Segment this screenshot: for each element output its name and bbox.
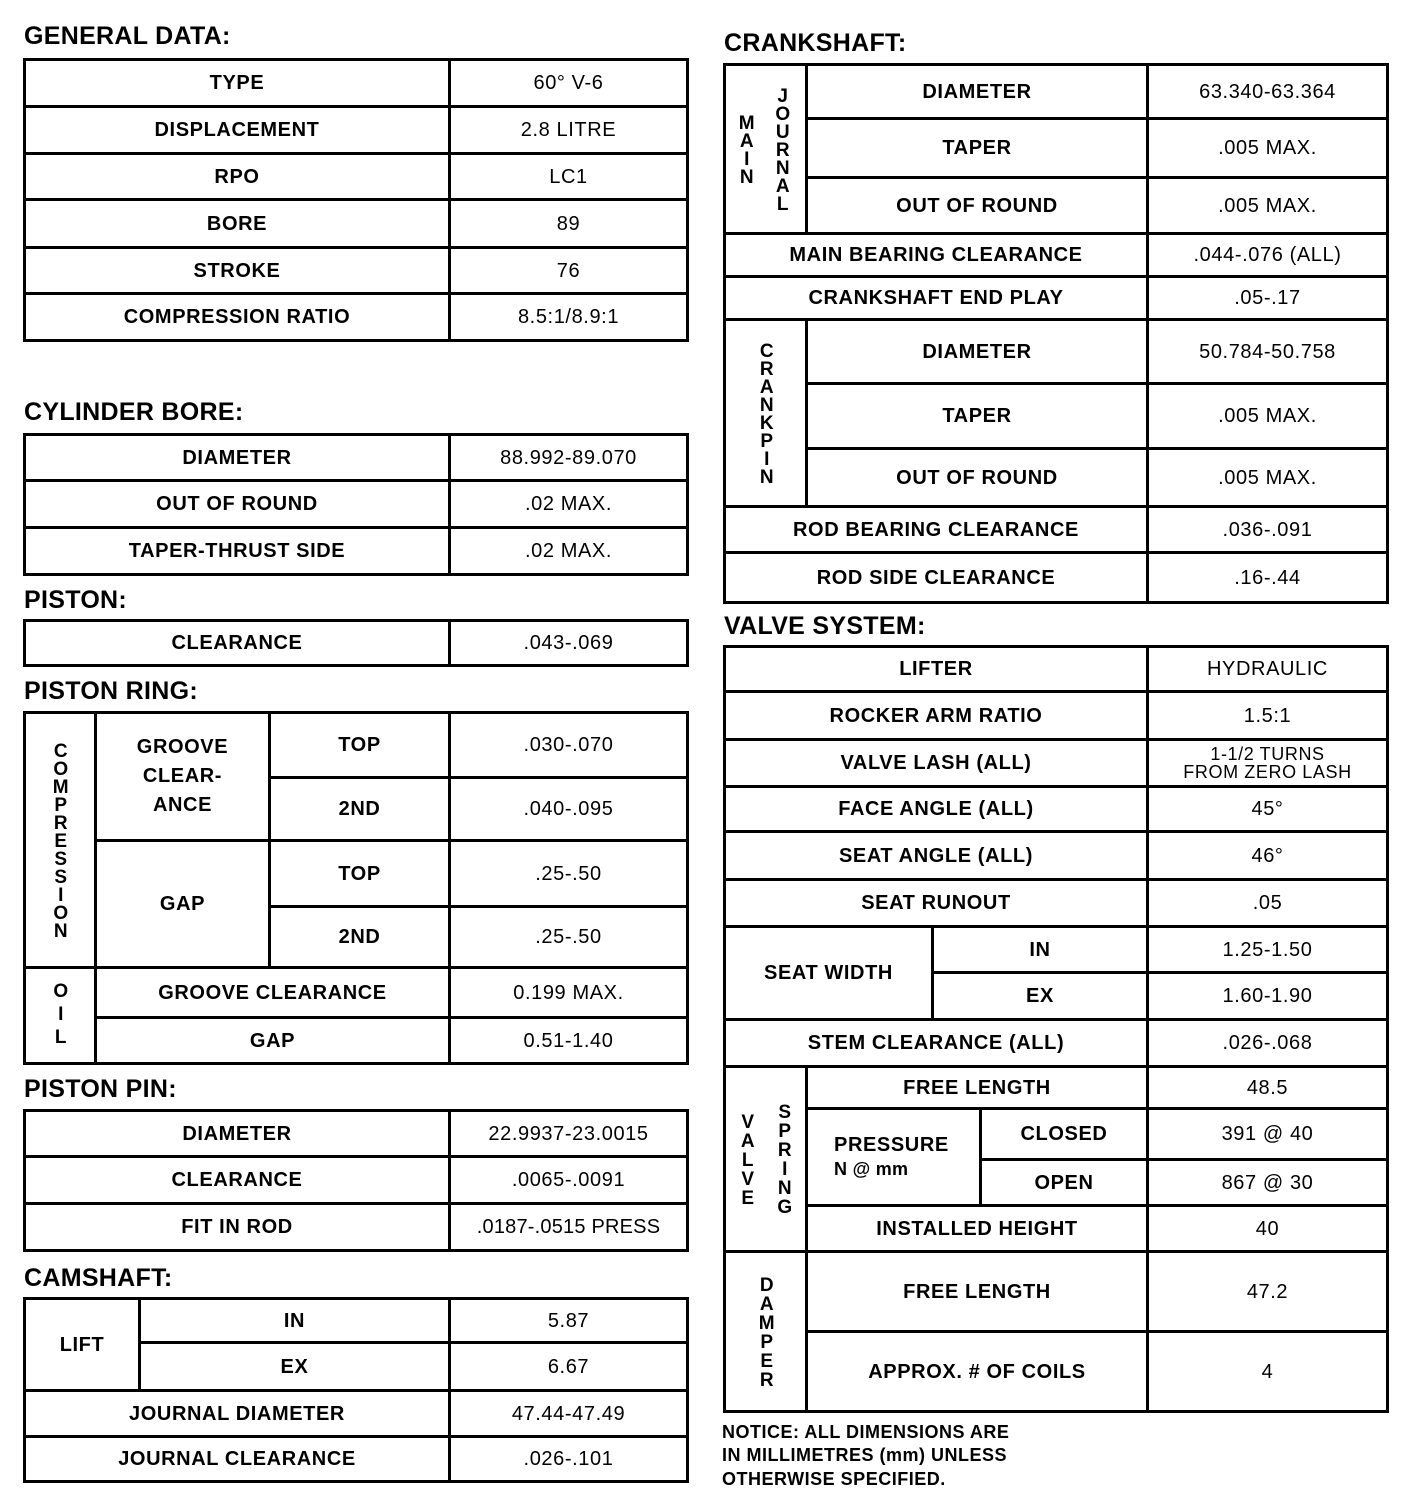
valve-vertical-label: VALVE [737,1111,759,1207]
bore-taper-value: .02 MAX. [524,540,613,562]
bore-diameter-value: 88.992-89.070 [500,446,637,469]
journal-vertical-label: JOURNAL [772,86,794,212]
face-angle-value: 45° [1251,798,1284,820]
seat-width-in-value: 1.25-1.50 [1222,938,1313,961]
pin-fit-label: FIT IN ROD [181,1216,293,1238]
seat-angle-value: 46° [1251,844,1284,867]
camshaft-lift-label: LIFT [59,1333,105,1356]
pin-oor-value: .005 MAX. [1218,466,1317,489]
valve-lash-value: 1-1/2 TURNS FROM ZERO LASH [1183,744,1352,782]
main-vertical-label: MAIN [736,113,758,185]
damper-free-length-label: FREE LENGTH [903,1280,1051,1303]
crankshaft-heading: CRANKSHAFT: [724,29,907,57]
camshaft-lift-in-value: 5.87 [547,1309,590,1332]
lifter-value: HYDRAULIC [1207,658,1328,680]
camshaft-lift-ex-value: 6.67 [547,1355,590,1378]
compression-vertical-label: COMPRESSION [50,741,72,939]
piston-clearance-label: CLEARANCE [171,632,303,654]
groove-top-label: TOP [338,734,381,756]
piston-ring-heading: PISTON RING: [24,677,198,705]
general-rpo-value: LC1 [549,165,588,188]
general-rpo-label: RPO [214,165,260,188]
installed-height-label: INSTALLED HEIGHT [876,1217,1078,1240]
bore-oor-value: .02 MAX. [524,493,613,515]
groove-2nd-label: 2ND [338,798,381,820]
general-stroke-value: 76 [556,259,581,282]
seat-runout-label: SEAT RUNOUT [861,892,1011,914]
bore-taper-label: TAPER-THRUST SIDE [128,540,346,562]
journal-diameter-value: 47.44-47.49 [511,1402,626,1425]
pin-diameter-value: 22.9937-23.0015 [488,1122,649,1145]
pressure-open-label: OPEN [1034,1171,1094,1194]
journal-clearance-value: .026-.101 [523,1448,614,1470]
gap-top-value: .25-.50 [535,862,602,885]
general-compression-label: COMPRESSION RATIO [123,306,351,328]
gap-2nd-value: .25-.50 [535,926,602,948]
general-type-label: TYPE [209,72,265,94]
valve-system-heading: VALVE SYSTEM: [724,612,926,640]
main-oor-label: OUT OF ROUND [896,194,1058,217]
oil-gap-label: GAP [249,1029,296,1052]
pressure-closed-value: 391 @ 40 [1221,1123,1314,1145]
groove-top-value: .030-.070 [523,734,614,756]
valve-lash-label: VALVE LASH (ALL) [840,752,1032,774]
journal-diameter-label: JOURNAL DIAMETER [129,1402,345,1425]
seat-runout-value: .05 [1252,892,1283,914]
piston-heading: PISTON: [24,586,128,614]
seat-width-ex-value: 1.60-1.90 [1222,985,1313,1007]
general-bore-label: BORE [206,212,268,235]
seat-width-ex-label: EX [1026,985,1054,1007]
rod-bearing-label: ROD BEARING CLEARANCE [793,518,1079,541]
bore-diameter-label: DIAMETER [182,446,292,469]
stem-clearance-value: .026-.068 [1222,1032,1313,1054]
journal-clearance-label: JOURNAL CLEARANCE [118,1448,356,1470]
main-taper-value: .005 MAX. [1218,137,1317,159]
oil-vertical-label: OIL [50,981,72,1050]
lifter-label: LIFTER [899,658,973,680]
rocker-ratio-value: 1.5:1 [1243,704,1292,727]
ring-gap-label: GAP [159,893,206,915]
seat-angle-label: SEAT ANGLE (ALL) [838,844,1034,867]
pin-diameter-label-crank: DIAMETER [922,340,1032,363]
damper-coils-value: 4 [1261,1360,1274,1383]
damper-coils-label: APPROX. # OF COILS [868,1360,1086,1383]
seat-width-in-label: IN [1029,938,1051,961]
pin-fit-value: .0187-.0515 PRESS [476,1216,661,1238]
face-angle-label: FACE ANGLE (ALL) [838,798,1034,820]
spring-free-length-value: 48.5 [1246,1076,1289,1099]
pin-oor-label: OUT OF ROUND [896,466,1058,489]
main-bearing-value: .044-.076 (ALL) [1193,244,1342,266]
piston-clearance-value: .043-.069 [523,632,614,654]
main-bearing-label: MAIN BEARING CLEARANCE [789,244,1083,266]
spring-free-length-label: FREE LENGTH [903,1076,1051,1099]
pressure-label: PRESSURE N @ mm [834,1134,949,1180]
pressure-open-value: 867 @ 30 [1221,1171,1314,1194]
end-play-value: .05-.17 [1234,287,1301,309]
pin-diameter-label: DIAMETER [182,1122,292,1145]
general-bore-value: 89 [556,212,581,235]
main-oor-value: .005 MAX. [1218,194,1317,217]
seat-width-label: SEAT WIDTH [764,962,893,984]
pin-clearance-value: .0065-.0091 [511,1169,626,1191]
general-type-value: 60° V-6 [533,72,604,94]
stem-clearance-label: STEM CLEARANCE (ALL) [807,1032,1065,1054]
piston-pin-heading: PISTON PIN: [24,1075,177,1103]
spring-vertical-label: SPRING [774,1102,796,1216]
pin-diameter-value-crank: 50.784-50.758 [1199,340,1336,363]
rod-side-label: ROD SIDE CLEARANCE [816,566,1056,589]
general-stroke-label: STROKE [193,259,281,282]
pressure-closed-label: CLOSED [1020,1123,1108,1145]
pin-taper-value: .005 MAX. [1218,405,1317,427]
general-data-heading: GENERAL DATA: [24,22,231,50]
oil-gap-value: 0.51-1.40 [523,1029,614,1052]
main-diameter-label: DIAMETER [922,80,1032,103]
pin-taper-label: TAPER [942,405,1012,427]
bore-oor-label: OUT OF ROUND [156,493,318,515]
rod-side-value: .16-.44 [1234,566,1301,589]
damper-free-length-value: 47.2 [1246,1280,1289,1303]
oil-groove-label: GROOVE CLEARANCE [158,981,387,1004]
general-displacement-value: 2.8 LITRE [520,119,617,141]
general-compression-value: 8.5:1/8.9:1 [517,306,620,328]
camshaft-heading: CAMSHAFT: [24,1264,173,1292]
pin-clearance-label: CLEARANCE [171,1169,303,1191]
gap-2nd-label: 2ND [338,926,381,948]
general-displacement-label: DISPLACEMENT [154,119,320,141]
end-play-label: CRANKSHAFT END PLAY [808,287,1064,309]
crankpin-vertical-label: CRANKPIN [756,341,778,485]
main-taper-label: TAPER [942,137,1012,159]
camshaft-in-label: IN [283,1309,306,1332]
gap-top-label: TOP [338,862,381,885]
rod-bearing-value: .036-.091 [1222,518,1313,541]
groove-2nd-value: .040-.095 [523,798,614,820]
camshaft-ex-label: EX [280,1355,309,1378]
groove-clearance-label: GROOVE CLEAR-ANCE [136,736,229,816]
installed-height-value: 40 [1255,1217,1280,1240]
rocker-ratio-label: ROCKER ARM RATIO [829,704,1043,727]
main-diameter-value: 63.340-63.364 [1199,80,1336,103]
cylinder-bore-heading: CYLINDER BORE: [24,398,244,426]
notice-text: NOTICE: ALL DIMENSIONS ARE IN MILLIMETRES (mm) UNLESS OTHERWISE SPECIFIED. [722,1422,1010,1489]
damper-vertical-label: DAMPER [756,1274,778,1389]
oil-groove-value: 0.199 MAX. [513,981,624,1004]
